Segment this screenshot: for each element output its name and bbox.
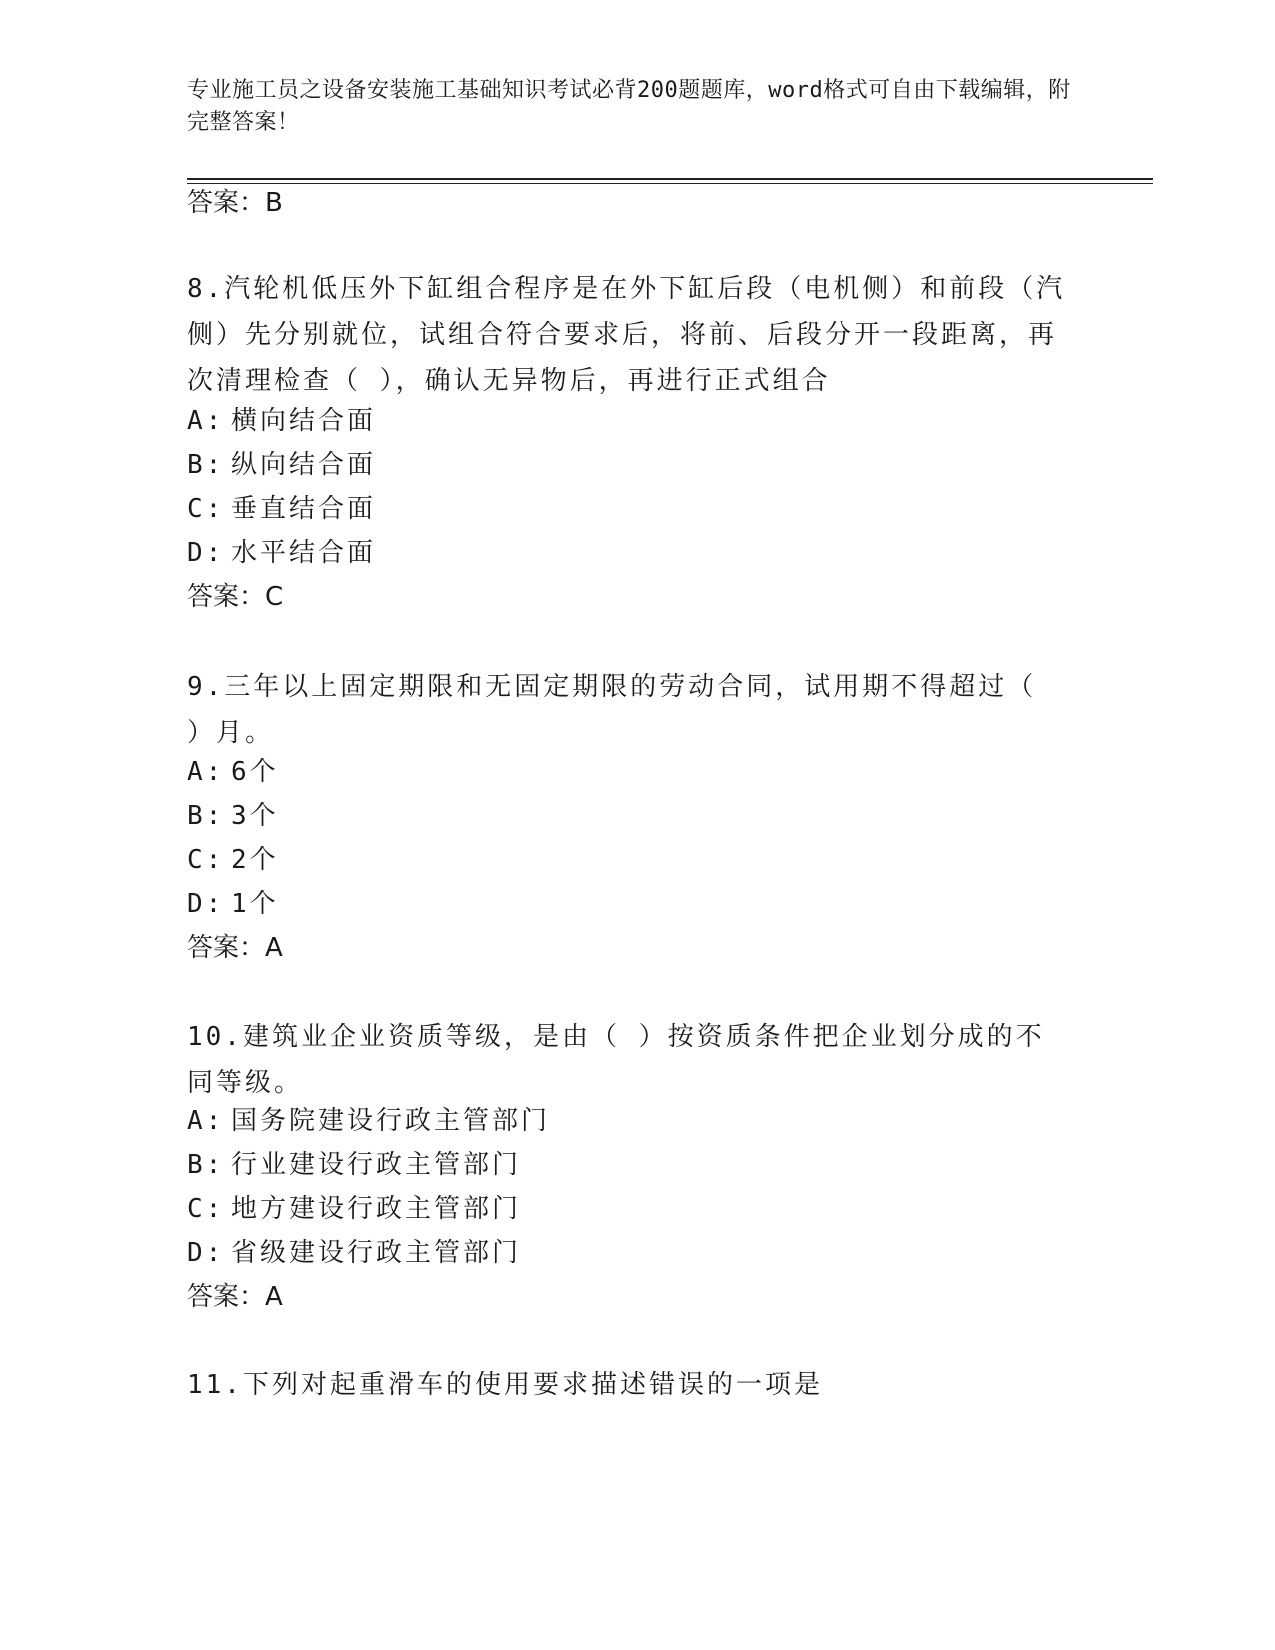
option-d [187, 887, 279, 921]
option-label: B: [187, 450, 225, 480]
option-text: 省级建设行政主管部门 [231, 1238, 522, 1268]
option-label: B: [187, 801, 225, 831]
option-text: 6个 [231, 757, 279, 787]
option-label: C: [187, 845, 225, 875]
option-label: B: [187, 1150, 225, 1180]
option-text: 3个 [231, 801, 279, 831]
option-b [187, 448, 376, 482]
answer-value: A [265, 933, 283, 963]
answer-prefix: 答案： [187, 188, 266, 218]
question-text: 8.汽轮机低压外下缸组合程序是在外下缸后段（电机侧）和前段（汽侧）先分别就位，试组合符合要求后，将前、后段分开一段距离，再次清理检查（ ），确认无异物后，再进行正式组合 [187, 274, 1066, 396]
answer-line [187, 186, 283, 220]
option-b [187, 1148, 521, 1182]
option-text: 1个 [231, 889, 279, 919]
option-c [187, 843, 279, 877]
question-text: 11.下列对起重滑车的使用要求描述错误的一项是 [187, 1370, 823, 1400]
option-d [187, 1236, 521, 1270]
option-label: D: [187, 1238, 225, 1268]
answer-prefix: 答案： [187, 1282, 266, 1312]
option-c [187, 1192, 521, 1226]
option-label: C: [187, 1194, 225, 1224]
question-text: 10.建筑业企业资质等级，是由（ ）按资质条件把企业划分成的不同等级。 [187, 1022, 1045, 1098]
answer-value: A [265, 1282, 283, 1312]
option-text: 地方建设行政主管部门 [231, 1194, 522, 1224]
question-text: 9.三年以上固定期限和无固定期限的劳动合同，试用期不得超过（ ）月。 [187, 672, 1037, 748]
option-d [187, 536, 376, 570]
option-a [187, 755, 279, 789]
option-c [187, 492, 376, 526]
option-label: D: [187, 889, 225, 919]
header-rule-thin [187, 183, 1153, 184]
answer-value: C [265, 582, 284, 612]
option-text: 纵向结合面 [231, 450, 377, 480]
option-label: A: [187, 406, 225, 436]
option-a [187, 1104, 550, 1138]
answer-line [187, 931, 283, 965]
document-header: 专业施工员之设备安装施工基础知识考试必背200题题库，word格式可自由下载编辑，附完整答案！ [187, 78, 1071, 135]
option-label: C: [187, 494, 225, 524]
option-text: 垂直结合面 [231, 494, 377, 524]
option-text: 2个 [231, 845, 279, 875]
option-label: D: [187, 538, 225, 568]
option-label: A: [187, 757, 225, 787]
answer-prefix: 答案： [187, 582, 266, 612]
header-rule [187, 178, 1153, 180]
option-text: 行业建设行政主管部门 [231, 1150, 522, 1180]
answer-value: B [265, 188, 283, 218]
option-text: 横向结合面 [231, 406, 377, 436]
option-label: A: [187, 1106, 225, 1136]
answer-prefix: 答案： [187, 933, 266, 963]
option-a [187, 404, 376, 438]
answer-line [187, 1280, 283, 1314]
option-b [187, 799, 279, 833]
answer-line [187, 580, 283, 614]
option-text: 国务院建设行政主管部门 [231, 1106, 551, 1136]
option-text: 水平结合面 [231, 538, 377, 568]
